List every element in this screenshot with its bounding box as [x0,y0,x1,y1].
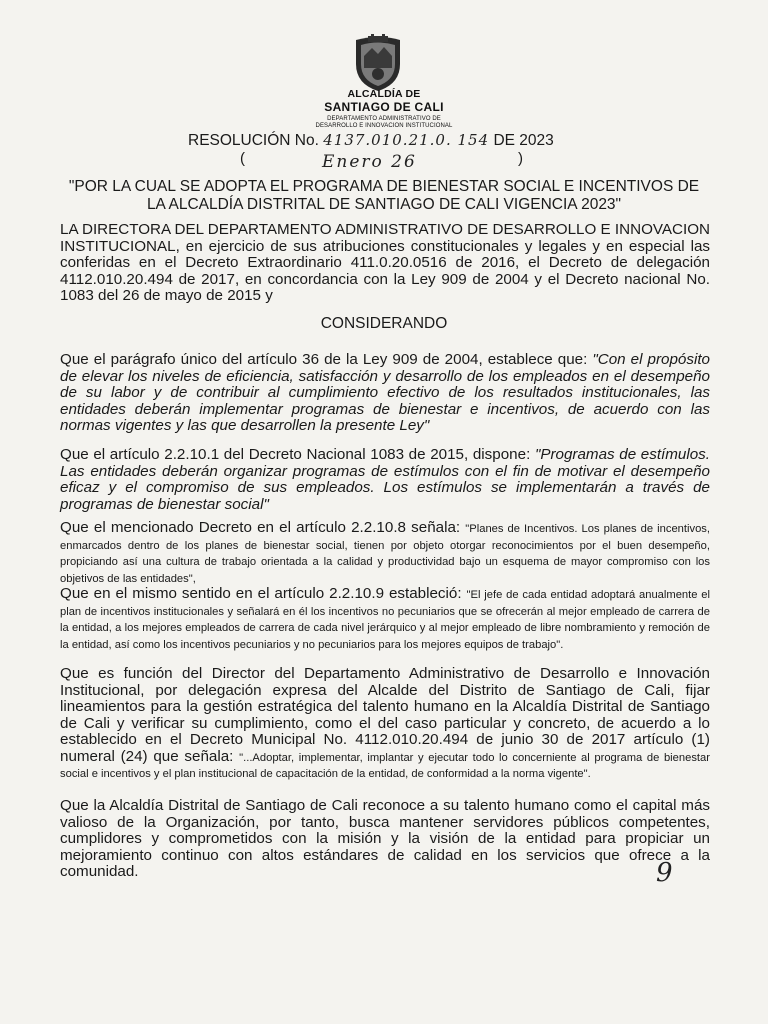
paragraph-decreto-2-2-10-8 [60,520,710,586]
page-number-handwritten: 9 [656,858,673,888]
coat-of-arms-seal [350,34,406,92]
resolution-title: "POR LA CUAL SE ADOPTA EL PROGRAMA DE BIENESTAR SOCIAL E INCENTIVOS DE LA ALCALDÍA DISTRITAL DE SANTIAGO DE CALI VIGENCIA 2023" [68,178,700,213]
department-line2: DESARROLLO E INNOVACION INSTITUCIONAL [315,123,453,129]
paragraph-quote: "...Adoptar, implementar, implantar y ejecutar todo lo concerniente al programa de bienestar social e incentivos y el plan institucional de capacitación de la entidad, de conformidad a la norma vigente". [60,751,710,780]
paragraph-quote: "Programas de estímulos. Las entidades deberán organizar programas de estímulos con el fin de motivar el desempeño eficaz y el compromiso de sus empleados. Los estímulos se implementarán a través de programas de bienestar social" [60,446,710,513]
resolution-number-handwritten: 4137.010.21.0. 154 [323,131,490,149]
paren-open: ( [240,150,245,167]
paragraph-decreto-2-2-10-1 [60,447,710,513]
considerando-heading: CONSIDERANDO [320,315,448,332]
resolution-year: DE 2023 [493,132,554,149]
paragraph-lead: Que el parágrafo único del artículo 36 de la Ley 909 de 2004, establece que: [60,351,593,368]
paren-close: ) [518,150,523,167]
paragraph-quote: "Con el propósito de elevar los niveles de eficiencia, satisfacción y desarrollo de los empleados en el desempeño de su labor y de contribuir al cumplimiento efectivo de los resultados institucionales, las entidades deberán implementar programas de bienestar e incentivos, de acuerdo con las normas vigentes y las que desarrollen la presente Ley" [60,351,710,434]
resolution-prefix: RESOLUCIÓN No. [188,132,319,149]
paragraph-quote: "Planes de Incentivos. Los planes de incentivos, enmarcados dentro de los planes de bienestar social, tienen por objeto otorgar reconocimientos por el buen desempeño, propiciando así una cultura de trabajo orientada a la calidad y productividad bajo un esquema de mayor compromiso con los objetivos de las entidades", [60,523,711,585]
entity-name-line1: ALCALDÍA DE [347,88,421,100]
resolution-date-line [240,150,540,176]
paragraph-talento-humano: Que la Alcaldía Distrital de Santiago de Cali reconoce a su talento humano como el capital más valioso de la Organización, por tanto, busca mantener servidores públicos competentes, cumplidores y comprometidos con la misión y la visión de la entidad para propiciar un mejoramiento continuo con altos estándares de calidad en los servicios que ofrece a la comunidad. [60,797,710,880]
paragraph-lead: Que es función del Director del Departamento Administrativo de Desarrollo e Innovación Institucional, por delegación expresa del Alcalde del Distrito de Santiago de Cali, fijar lineamientos para la gestión estratégica del talento humano en la Alcaldía Distrital de Santiago de Cali y verificar su cumplimiento, como el del caso particular y concreto, de acuerdo a lo establecido en el Decreto Municipal No. 4112.010.20.494 de junio 30 de 2017 artículo (1) numeral (24) que señala: [60,665,710,765]
preamble-paragraph: LA DIRECTORA DEL DEPARTAMENTO ADMINISTRATIVO DE DESARROLLO E INNOVACION INSTITUCIONAL, en ejercicio de sus atribuciones constitucionales y legales y en especial las conferidas en el Decreto Extraordinario 411.0.20.0516 de 2016, el Decreto de delegación 4112.010.20.494 de 2017, en concordancia con la Ley 909 de 2004 y el Decreto nacional No. 1083 del 26 de mayo de 2015 y [60,221,710,304]
paragraph-ley-909 [60,352,710,435]
entity-name-line2: SANTIAGO DE CALI [324,100,444,114]
paragraph-lead: Que el artículo 2.2.10.1 del Decreto Nacional 1083 de 2015, dispone: [60,446,535,463]
paragraph-quote: "El jefe de cada entidad adoptará anualmente el plan de incentivos institucionales y señalará en él los incentivos no pecuniarios que se ofrecerán al mejor empleado de carrera de la entidad, a los mejores empleados de carrera de cada nivel jerárquico y al mejor empleado de libre nombramiento y remoción de la entidad, así como los incentivos pecuniarios y no pecuniarios para los mejores equipos de trabajo". [60,589,711,651]
paragraph-lead: Que en el mismo sentido en el artículo 2.2.10.9 estableció: [60,585,467,602]
department-line1: DEPARTAMENTO ADMINISTRATIVO DE [327,116,441,122]
department-name [0,116,768,130]
resolution-date-handwritten: Enero 26 [322,152,417,172]
paragraph-decreto-2-2-10-9 [60,586,710,652]
paragraph-director-function [60,666,710,782]
paragraph-lead: Que el mencionado Decreto en el artículo 2.2.10.8 señala: [60,519,466,536]
